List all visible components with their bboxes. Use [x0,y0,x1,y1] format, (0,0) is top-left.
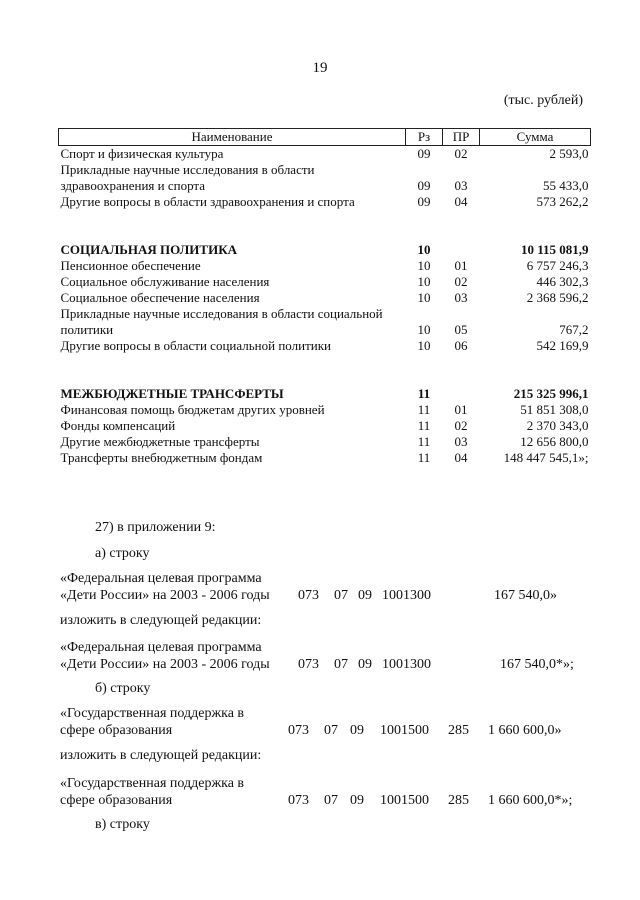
code-rz: 07 [334,588,348,603]
code-vd: 073 [288,793,309,808]
cell-rz: 10 [417,242,431,257]
code-vd: 073 [298,657,319,672]
cell-pr: 02 [454,146,468,161]
amendment-row-a-new [60,639,590,673]
cell-name: Другие вопросы в области социальной политики [60,338,331,353]
cell-sum: 2 370 343,0 [526,418,589,433]
cell-pr: 03 [454,290,468,305]
table-row [59,274,591,290]
cell-sum: 2 368 596,2 [526,290,589,305]
code-vd: 073 [288,723,309,738]
cell-rz: 09 [417,146,431,161]
header-rz: Рз [406,129,443,146]
cell-pr: 01 [454,258,468,273]
amendment-row-b-old [60,705,590,739]
cell-name: Трансферты внебюджетным фондам [60,450,263,465]
row-name-line2: сфере образования [60,793,173,808]
cell-rz: 11 [417,418,431,433]
replace-text-b: изложить в следующей редакции: [60,748,262,763]
cell-pr: 04 [454,450,468,465]
cell-sum: 573 262,2 [536,194,589,209]
cell-name: Другие вопросы в области здравоохранения и спорта [60,194,355,209]
table-row [59,434,591,450]
cell-rz: 11 [417,386,431,401]
row-name-line2: «Дети России» на 2003 - 2006 годы [60,657,270,672]
code-rz: 07 [324,723,338,738]
cell-name: Пенсионное обеспечение [60,258,201,273]
code-pr: 09 [350,723,364,738]
code-sum: 1 660 600,0» [488,723,562,738]
spacer-row [59,370,591,386]
cell-sum: 6 757 246,3 [526,258,589,273]
cell-pr: 03 [454,434,468,449]
amendment-row-b-new [60,775,590,809]
table-row [59,146,591,163]
cell-rz: 10 [417,258,431,273]
row-name-line1: «Государственная поддержка в [60,776,245,791]
subitem-v: в) строку [95,817,150,832]
cell-rz: 10 [417,338,431,353]
cell-pr: 06 [454,338,468,353]
code-rz: 07 [324,793,338,808]
row-name-line1: «Федеральная целевая программа [60,640,262,655]
amendment-row-a-old [60,570,590,604]
cell-name: СОЦИАЛЬНАЯ ПОЛИТИКА [60,242,238,257]
cell-pr: 02 [454,274,468,289]
subitem-a: а) строку [95,546,150,561]
header-sum: Сумма [480,129,591,146]
table-row [59,162,591,194]
cell-pr [443,242,480,258]
code-sum: 167 540,0» [494,588,557,603]
table-row [59,450,591,466]
row-name-line1: «Федеральная целевая программа [60,571,262,586]
code-sum: 1 660 600,0*»; [488,793,573,808]
table-row [59,194,591,210]
cell-sum: 215 325 996,1 [513,386,589,401]
section-row [59,386,591,402]
cell-pr [443,386,480,402]
cell-sum: 12 656 800,0 [520,434,589,449]
code-csr: 1001300 [382,657,431,672]
cell-sum: 10 115 081,9 [520,242,589,257]
table-row [59,258,591,274]
cell-sum: 767,2 [559,322,589,337]
spacer-cell [59,354,591,370]
table-row [59,338,591,354]
code-pr: 09 [358,588,372,603]
table-row [59,290,591,306]
cell-pr: 02 [454,418,468,433]
cell-sum: 2 593,0 [549,146,589,161]
code-csr: 1001300 [382,588,431,603]
spacer-row [59,210,591,226]
row-name-line1: «Государственная поддержка в [60,706,245,721]
cell-name: Социальное обслуживание населения [60,274,270,289]
cell-name: МЕЖБЮДЖЕТНЫЕ ТРАНСФЕРТЫ [60,386,284,401]
code-rz: 07 [334,657,348,672]
cell-pr: 01 [454,402,468,417]
replace-text-a: изложить в следующей редакции: [60,613,262,628]
row-name-line2: «Дети России» на 2003 - 2006 годы [60,588,270,603]
amendment-item: 27) в приложении 9: [95,520,216,535]
cell-name: Спорт и физическая культура [60,146,224,161]
cell-name: Фонды компенсаций [60,418,176,433]
spacer-cell [59,370,591,386]
page-number: 19 [312,60,328,76]
row-name-line2: сфере образования [60,723,173,738]
spacer-cell [59,226,591,242]
budget-table [58,128,591,466]
subitem-b: б) строку [95,681,151,696]
cell-pr: 04 [454,194,468,209]
header-name: Наименование [59,129,406,146]
code-vr: 285 [448,723,469,738]
cell-rz: 09 [417,178,431,193]
code-pr: 09 [358,657,372,672]
cell-name: Социальное обеспечение населения [60,290,260,305]
cell-name: Финансовая помощь бюджетам других уровней [60,402,325,417]
code-csr: 1001500 [380,793,429,808]
code-csr: 1001500 [380,723,429,738]
cell-pr: 05 [454,322,468,337]
table-row [59,402,591,418]
cell-name: Другие межбюджетные трансферты [60,434,260,449]
cell-name: Прикладные научные исследования в области здравоохранения и спорта [60,162,315,193]
cell-rz: 10 [417,274,431,289]
code-sum: 167 540,0*»; [500,657,574,672]
cell-sum: 55 433,0 [543,178,589,193]
spacer-row [59,354,591,370]
cell-rz: 10 [417,322,431,337]
cell-sum: 446 302,3 [536,274,589,289]
code-pr: 09 [350,793,364,808]
cell-rz: 10 [417,290,431,305]
cell-rz: 11 [417,434,431,449]
cell-rz: 11 [417,450,431,465]
cell-rz: 09 [417,194,431,209]
cell-sum: 51 851 308,0 [520,402,589,417]
spacer-row [59,226,591,242]
spacer-cell [59,210,591,226]
table-row [59,418,591,434]
cell-sum: 148 447 545,1»; [503,450,589,465]
cell-name: Прикладные научные исследования в области социальной политики [60,306,383,337]
header-pr: ПР [443,129,480,146]
code-vr: 285 [448,793,469,808]
section-row [59,242,591,258]
table-row [59,306,591,338]
budget-table-body [59,146,591,467]
cell-rz: 11 [417,402,431,417]
cell-pr: 03 [454,178,468,193]
cell-sum: 542 169,9 [536,338,589,353]
units-label: (тыс. рублей) [503,93,583,108]
table-header-row [59,129,591,146]
code-vd: 073 [298,588,319,603]
